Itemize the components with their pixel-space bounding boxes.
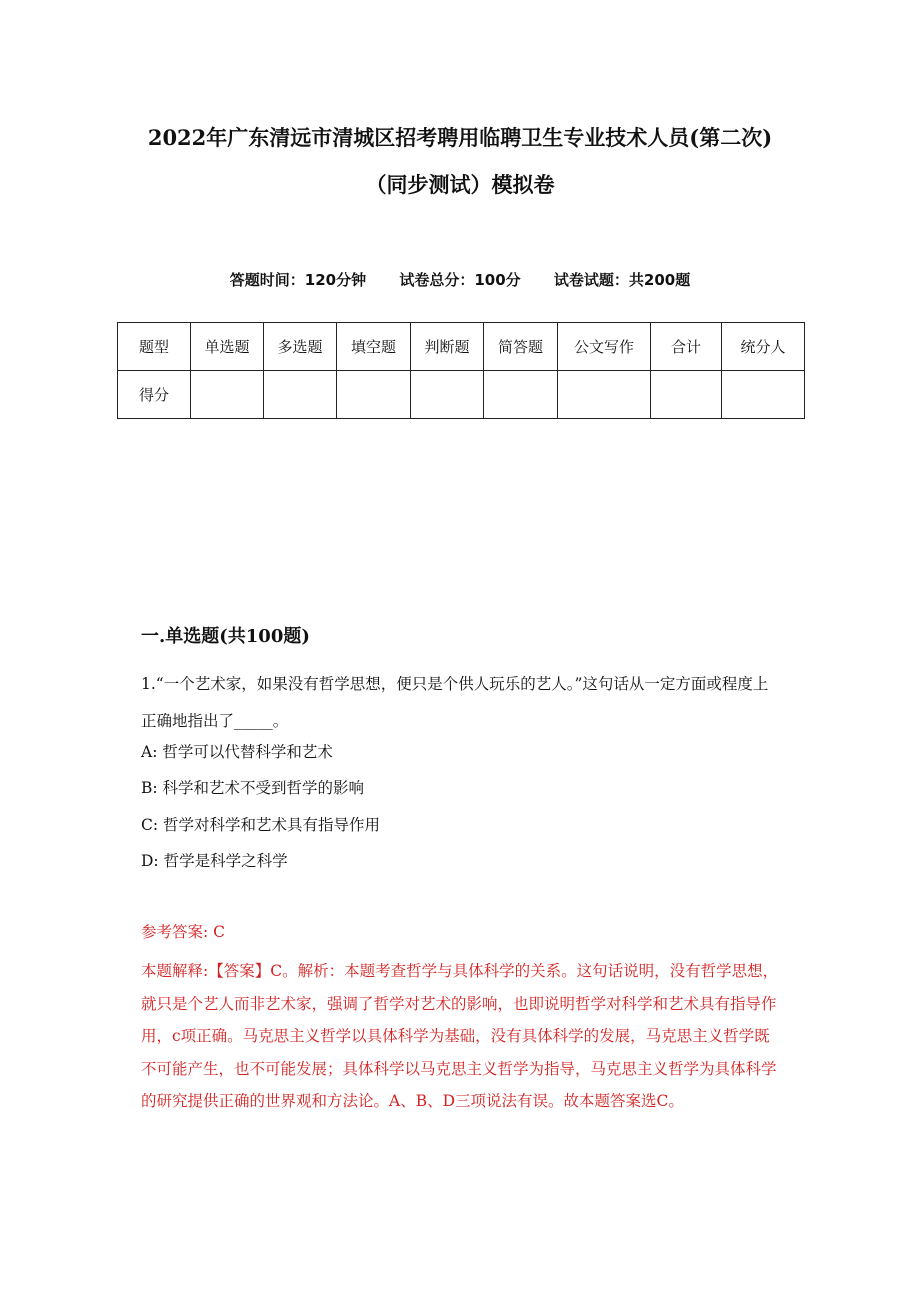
exam-time: 答题时间：120分钟 (229, 271, 367, 289)
question-stem: 1.“一个艺术家，如果没有哲学思想，便只是个供人玩乐的艺人。”这句话从一定方面或程度上正确地指出了_____。 (141, 675, 769, 730)
score-header-cell: 填空题 (337, 323, 411, 371)
score-header-cell: 判断题 (411, 323, 484, 371)
score-table-header-row (118, 323, 805, 371)
score-header-cell: 题型 (118, 323, 191, 371)
page-subtitle: （同步测试）模拟卷 (365, 172, 555, 197)
section-heading: 一.单选题(共100题) (141, 626, 310, 647)
score-cell (191, 371, 264, 419)
score-cell (722, 371, 805, 419)
exam-total-score: 试卷总分：100分 (399, 271, 521, 289)
score-header-cell: 合计 (651, 323, 722, 371)
option-c: C: 哲学对科学和艺术具有指导作用 (141, 816, 381, 834)
score-header-cell: 简答题 (484, 323, 558, 371)
option-d: D: 哲学是科学之科学 (141, 852, 288, 870)
score-cell (411, 371, 484, 419)
score-cell (558, 371, 651, 419)
score-header-cell: 公文写作 (558, 323, 651, 371)
score-table (117, 322, 805, 419)
score-row-label: 得分 (118, 371, 191, 419)
score-header-cell: 单选题 (191, 323, 264, 371)
answer-explanation: 本题解释:【答案】C。解析：本题考查哲学与具体科学的关系。这句话说明，没有哲学思想，就只是个艺人而非艺术家，强调了哲学对艺术的影响，也即说明哲学对科学和艺术具有指导作用，c项正确。马克思主义哲学以具体科学为基础，没有具体科学的发展，马克思主义哲学既不可能产生，也不可能发展；具体科学以马克思主义哲学为指导，马克思主义哲学为具体科学的研究提供正确的世界观和方法论。A、B、D三项说法有误。故本题答案选C。 (141, 962, 779, 1110)
page-title: 2022年广东清远市清城区招考聘用临聘卫生专业技术人员(第二次) (147, 125, 773, 150)
score-table-score-row (118, 371, 805, 419)
option-a: A: 哲学可以代替科学和艺术 (141, 743, 333, 761)
reference-answer: 参考答案: C (141, 923, 226, 941)
score-cell (264, 371, 337, 419)
exam-meta (60, 268, 860, 292)
score-header-cell: 统分人 (722, 323, 805, 371)
score-header-cell: 多选题 (264, 323, 337, 371)
score-cell (651, 371, 722, 419)
score-cell (337, 371, 411, 419)
score-cell (484, 371, 558, 419)
exam-question-count: 试卷试题：共200题 (553, 271, 691, 289)
option-b: B: 科学和艺术不受到哲学的影响 (141, 779, 365, 797)
